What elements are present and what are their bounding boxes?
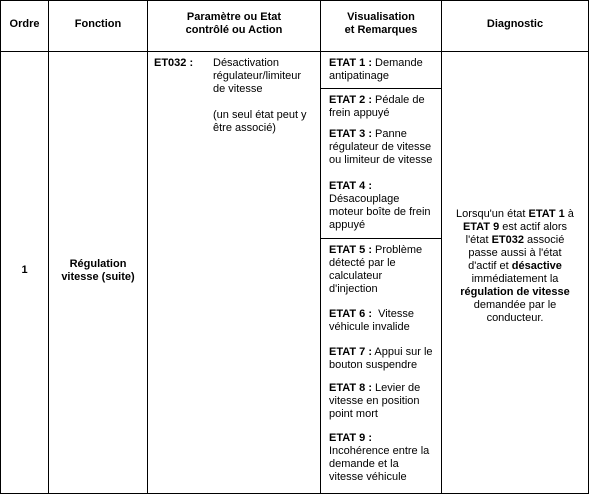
diagnostic-text: Lorsqu'un état ETAT 1 à ETAT 9 est actif alors l'état ET032 associé passe aussi à l'état d'actif et désactive immédiatement la régulation de vitesse demandée par le conducteur. xyxy=(456,208,574,324)
etat-code: ETAT 5 : xyxy=(329,244,372,256)
etat-line: bouton suspendre xyxy=(329,359,418,371)
etat-item xyxy=(329,244,422,296)
etat-text: Vitesse xyxy=(371,308,414,320)
etat-line: vitesse véhicule xyxy=(329,471,407,483)
grid-line xyxy=(320,238,441,239)
etat-text: Problème xyxy=(371,244,423,256)
etat-item xyxy=(329,382,420,421)
etat-code: ETAT 8 : xyxy=(329,382,372,394)
etat-line: calculateur xyxy=(329,270,383,282)
etat-line: Désacouplage xyxy=(329,193,400,205)
etat-item xyxy=(329,94,425,120)
etat-item xyxy=(329,57,423,83)
etat-text: Demande xyxy=(371,57,423,69)
etat-line: frein appuyé xyxy=(329,107,390,119)
etat-line: d'injection xyxy=(329,283,378,295)
param-note: (un seul état peut y être associé) xyxy=(213,109,307,134)
etat-line: Incohérence entre la xyxy=(329,445,430,457)
grid-line xyxy=(320,0,321,494)
etat-item xyxy=(329,308,414,334)
etat-line: demande et la xyxy=(329,458,399,470)
etat-code: ETAT 6 : xyxy=(329,308,372,320)
header-parametre: Paramètre ou Etat contrôlé ou Action xyxy=(185,11,283,36)
etat-text: Levier de xyxy=(371,382,421,394)
grid-line xyxy=(320,88,441,89)
header-visualisation: Visualisation et Remarques xyxy=(344,11,418,36)
etat-code: ETAT 3 : xyxy=(329,128,372,140)
row-ordre: 1 xyxy=(21,264,28,276)
header-diagnostic: Diagnostic xyxy=(486,18,544,30)
etat-line: antipatinage xyxy=(329,70,389,82)
grid-line xyxy=(0,0,1,494)
etat-text: Pédale de xyxy=(371,94,425,106)
etat-line: vitesse en position xyxy=(329,395,420,407)
row-fonction: Régulation vitesse (suite) xyxy=(61,258,135,283)
etat-line: ou limiteur de vitesse xyxy=(329,154,433,166)
etat-line: point mort xyxy=(329,408,378,420)
etat-item xyxy=(329,432,429,484)
etat-line: appuyé xyxy=(329,219,366,231)
grid-line xyxy=(147,0,148,494)
etat-line: véhicule invalide xyxy=(329,321,410,333)
grid-line xyxy=(0,51,589,52)
etat-item xyxy=(329,180,431,232)
etat-item xyxy=(329,346,433,372)
etat-code: ETAT 7 : xyxy=(329,346,372,358)
etat-line: régulateur de vitesse xyxy=(329,141,432,153)
etat-item xyxy=(329,128,432,167)
param-description: Désactivation régulateur/limiteur de vitesse xyxy=(213,57,302,95)
etat-code: ETAT 2 : xyxy=(329,94,372,106)
header-ordre: Ordre xyxy=(9,18,40,30)
etat-text: Appui sur le xyxy=(371,346,433,358)
etat-line: détecté par le xyxy=(329,257,396,269)
etat-code: ETAT 4 : xyxy=(329,180,372,192)
etat-code: ETAT 9 : xyxy=(329,432,372,444)
etat-text: Panne xyxy=(371,128,407,140)
etat-code: ETAT 1 : xyxy=(329,57,372,69)
etat-line: moteur boîte de frein xyxy=(329,206,431,218)
grid-line xyxy=(48,0,49,494)
header-fonction: Fonction xyxy=(74,18,122,30)
param-code: ET032 : xyxy=(154,57,194,69)
grid-line xyxy=(0,0,589,1)
